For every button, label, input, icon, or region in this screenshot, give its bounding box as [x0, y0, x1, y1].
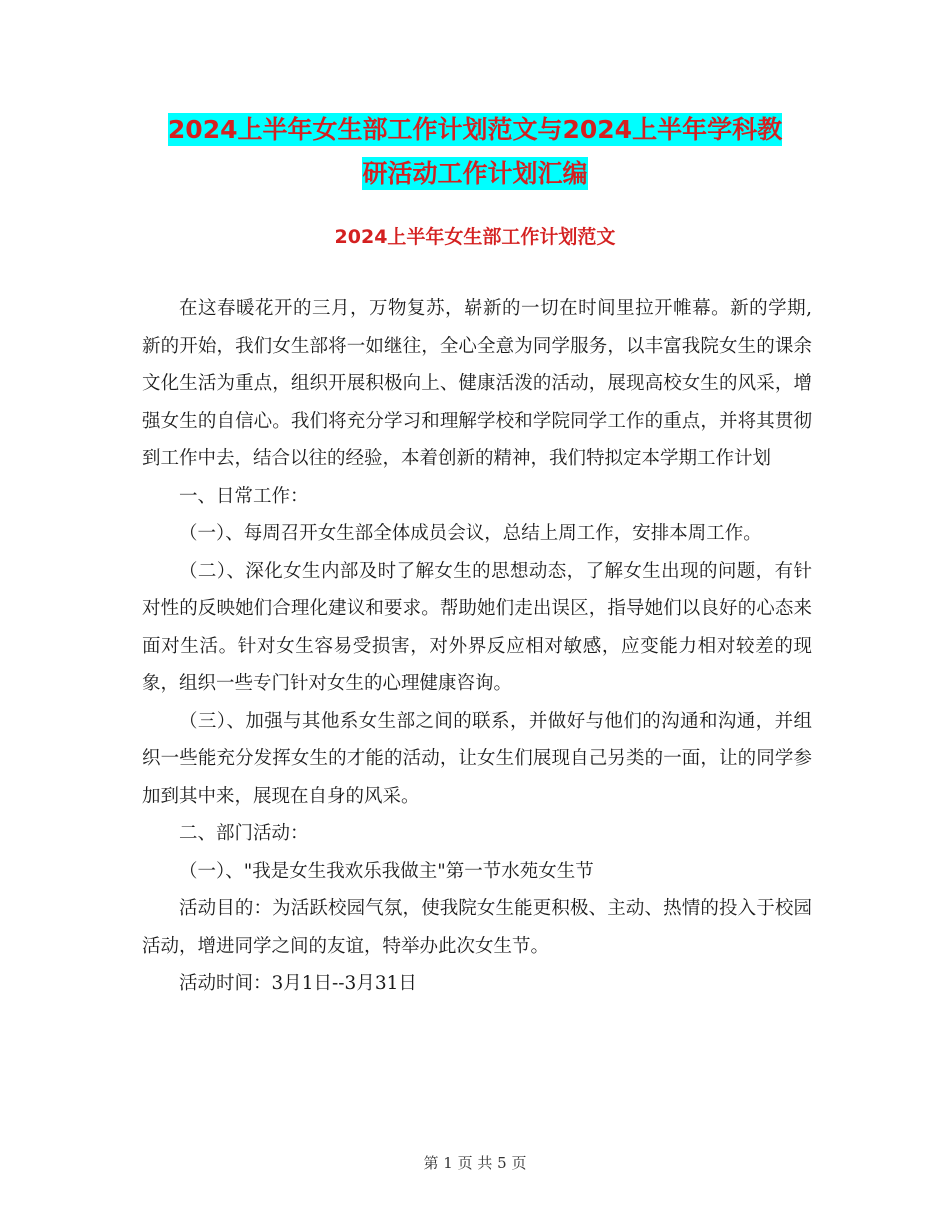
paragraph-item-3: （三）、加强与其他系女生部之间的联系，并做好与他们的沟通和沟通，并组织一些能充分发挥女生的才能的活动，让女生们展现自己另类的一面，让的同学参加到其中来，展现在自身的风采。: [142, 710, 812, 807]
title-line-1: 2024上半年女生部工作计划范文与2024上半年学科教: [167, 115, 783, 144]
paragraph-intro: 在这春暖花开的三月，万物复苏，崭新的一切在时间里拉开帷幕。新的学期,新的开始，我们女生部将一如继往，全心全意为同学服务，以丰富我院女生的课余文化生活为重点，组织开展积极向上、健康活泼的活动，展现高校女生的风采，增强女生的自信心。我们将充分学习和理解学校和学院同学工作的重点，并将其贯彻到工作中去，结合以往的经验，本着创新的精神，我们特拟定本学期工作计划: [142, 298, 812, 469]
paragraph-item-1: （一）、每周召开女生部全体成员会议，总结上周工作，安排本周工作。: [179, 523, 762, 544]
paragraph-activity-title: （一）、"我是女生我欢乐我做主"第一节水苑女生节: [179, 860, 594, 882]
title-line-2: 研活动工作计划汇编: [362, 159, 588, 188]
heading-daily-work: 一、日常工作：: [179, 485, 309, 507]
page-footer: 第 1 页 共 5 页: [423, 1154, 527, 1172]
document-body: [142, 290, 812, 1003]
section-title: 2024上半年女生部工作计划范文: [334, 226, 616, 248]
paragraph-activity-time: 活动时间：3月1日--3月31日: [179, 973, 417, 994]
paragraph-item-2: （二）、深化女生内部及时了解女生的思想动态，了解女生出现的问题，有针对性的反映她们合理化建议和要求。帮助她们走出误区，指导她们以良好的心态来面对生活。针对女生容易受损害，对外界反应相对敏感，应变能力相对较差的现象，组织一些专门针对女生的心理健康咨询。: [142, 560, 812, 694]
paragraph-activity-purpose: 活动目的：为活跃校园气氛，使我院女生能更积极、主动、热情的投入于校园活动，增进同学之间的友谊，特举办此次女生节。: [142, 898, 812, 957]
document-title: [0, 108, 950, 196]
heading-department-activities: 二、部门活动：: [179, 823, 309, 844]
